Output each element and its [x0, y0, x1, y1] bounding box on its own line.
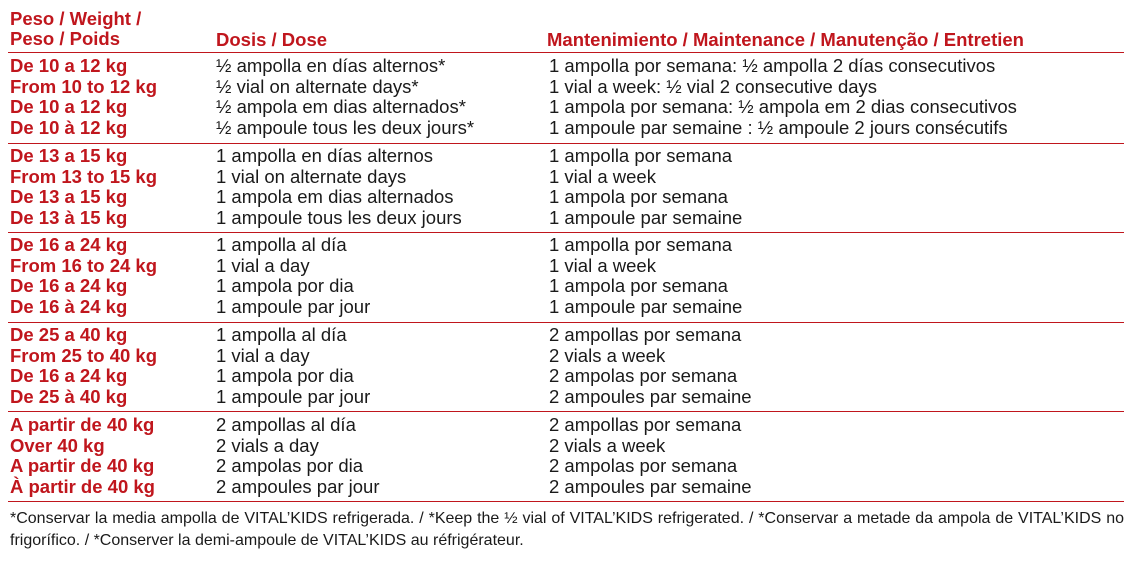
divider-line [8, 232, 1124, 233]
footnote: *Conservar la media ampolla de VITAL’KIDS refrigerada. / *Keep the ½ vial of VITAL’KIDS refrigerated. / *Conservar a metade da ampola de VITAL’KIDS no frigorífico. / *Conserver la demi-ampoule de VITAL’KIDS au réfrigérateur. [10, 510, 1124, 549]
table-row [0, 118, 1132, 139]
dose-cell: 2 ampoules par jour [216, 475, 380, 497]
maintenance-cell: 1 ampolla por semana [549, 145, 733, 166]
weight-cell: A partir de 40 kg [10, 455, 155, 476]
maintenance-cell: 2 ampollas por semana [549, 414, 742, 435]
dose-cell: 1 vial a day [216, 344, 310, 366]
table-row [0, 276, 1132, 297]
dose-cell: 1 ampoule par jour [216, 295, 371, 317]
divider-line [8, 501, 1124, 502]
maintenance-cell: 1 vial a week [549, 254, 656, 276]
header-weight [10, 9, 141, 49]
maintenance-cell: 1 vial a week [549, 165, 656, 187]
maintenance-cell: 2 ampolas por semana [549, 365, 738, 386]
header-dose: Dosis / Dose [216, 29, 328, 50]
dose-cell: ½ ampolla en días alternos* [216, 55, 446, 76]
maintenance-cell: 1 ampoule par semaine [549, 206, 743, 228]
header-weight-line2: Peso / Poids [10, 28, 121, 49]
divider-line [8, 52, 1124, 53]
maintenance-cell: 1 ampola por semana [549, 275, 728, 296]
dose-cell: 1 ampolla al día [216, 234, 347, 255]
table-row [0, 415, 1132, 436]
weight-cell: Over 40 kg [10, 434, 105, 456]
dose-cell: 2 ampolas por dia [216, 455, 364, 476]
table-row [0, 456, 1132, 477]
maintenance-cell: 2 vials a week [549, 434, 666, 456]
maintenance-cell: 1 ampolla por semana: ½ ampolla 2 días consecutivos [549, 55, 996, 76]
table-row [0, 436, 1132, 457]
table-row [0, 97, 1132, 118]
dose-cell: 2 vials a day [216, 434, 319, 456]
divider-line [8, 143, 1124, 144]
table-row [0, 366, 1132, 387]
maintenance-cell: 1 ampola por semana [549, 186, 728, 207]
weight-cell: De 13 a 15 kg [10, 145, 128, 166]
table-row [0, 325, 1132, 346]
maintenance-cell: 2 ampoules par semaine [549, 385, 752, 407]
header-weight-line1: Peso / Weight / [10, 8, 142, 29]
weight-cell: De 25 a 40 kg [10, 324, 128, 345]
dose-cell: 1 ampola por dia [216, 365, 354, 386]
table-row [0, 208, 1132, 229]
weight-cell: From 10 to 12 kg [10, 75, 158, 97]
table-row [0, 167, 1132, 188]
weight-group [0, 235, 1132, 317]
weight-cell: De 25 à 40 kg [10, 385, 128, 407]
weight-cell: From 13 to 15 kg [10, 165, 158, 187]
maintenance-cell: 1 ampoule par semaine [549, 295, 743, 317]
dose-cell: 1 ampola por dia [216, 275, 354, 296]
weight-group [0, 415, 1132, 497]
header-maintenance: Mantenimiento / Maintenance / Manutenção / Entretien [547, 29, 1024, 50]
maintenance-cell: 1 ampola por semana: ½ ampola em 2 dias consecutivos [549, 96, 1017, 117]
weight-group [0, 325, 1132, 407]
weight-cell: A partir de 40 kg [10, 414, 155, 435]
table-row [0, 297, 1132, 318]
divider-line [8, 322, 1124, 323]
table-row [0, 477, 1132, 498]
maintenance-cell: 1 ampolla por semana [549, 234, 733, 255]
weight-cell: From 16 to 24 kg [10, 254, 158, 276]
maintenance-cell: 2 ampollas por semana [549, 324, 742, 345]
maintenance-cell: 2 ampolas por semana [549, 455, 738, 476]
weight-cell: De 13 à 15 kg [10, 206, 128, 228]
maintenance-cell: 1 vial a week: ½ vial 2 consecutive days [549, 75, 878, 97]
dose-cell: 1 ampolla al día [216, 324, 347, 345]
dose-cell: 1 ampoule tous les deux jours [216, 206, 462, 228]
dose-cell: ½ vial on alternate days* [216, 75, 419, 97]
weight-cell: De 10 a 12 kg [10, 55, 128, 76]
table-row [0, 56, 1132, 77]
weight-cell: À partir de 40 kg [10, 475, 155, 497]
weight-group [0, 146, 1132, 228]
weight-cell: De 10 à 12 kg [10, 116, 128, 138]
table-row [0, 387, 1132, 408]
dose-cell: 1 vial on alternate days [216, 165, 407, 187]
table-row [0, 77, 1132, 98]
weight-group [0, 56, 1132, 138]
weight-cell: De 10 a 12 kg [10, 96, 128, 117]
table-row [0, 146, 1132, 167]
maintenance-cell: 2 ampoules par semaine [549, 475, 752, 497]
weight-cell: De 16 à 24 kg [10, 295, 128, 317]
dose-cell: 2 ampollas al día [216, 414, 356, 435]
weight-cell: From 25 to 40 kg [10, 344, 158, 366]
table-row [0, 256, 1132, 277]
weight-cell: De 16 a 24 kg [10, 275, 128, 296]
divider-line [8, 411, 1124, 412]
weight-cell: De 13 a 15 kg [10, 186, 128, 207]
weight-cell: De 16 a 24 kg [10, 234, 128, 255]
dose-cell: ½ ampola em dias alternados* [216, 96, 466, 117]
dose-cell: 1 ampolla en días alternos [216, 145, 433, 166]
dose-cell: 1 ampoule par jour [216, 385, 371, 407]
maintenance-cell: 2 vials a week [549, 344, 666, 366]
table-row [0, 235, 1132, 256]
weight-cell: De 16 a 24 kg [10, 365, 128, 386]
dose-cell: ½ ampoule tous les deux jours* [216, 116, 475, 138]
maintenance-cell: 1 ampoule par semaine : ½ ampoule 2 jours consécutifs [549, 116, 1008, 138]
dose-cell: 1 ampola em dias alternados [216, 186, 454, 207]
table-row [0, 346, 1132, 367]
dose-cell: 1 vial a day [216, 254, 310, 276]
table-row [0, 187, 1132, 208]
